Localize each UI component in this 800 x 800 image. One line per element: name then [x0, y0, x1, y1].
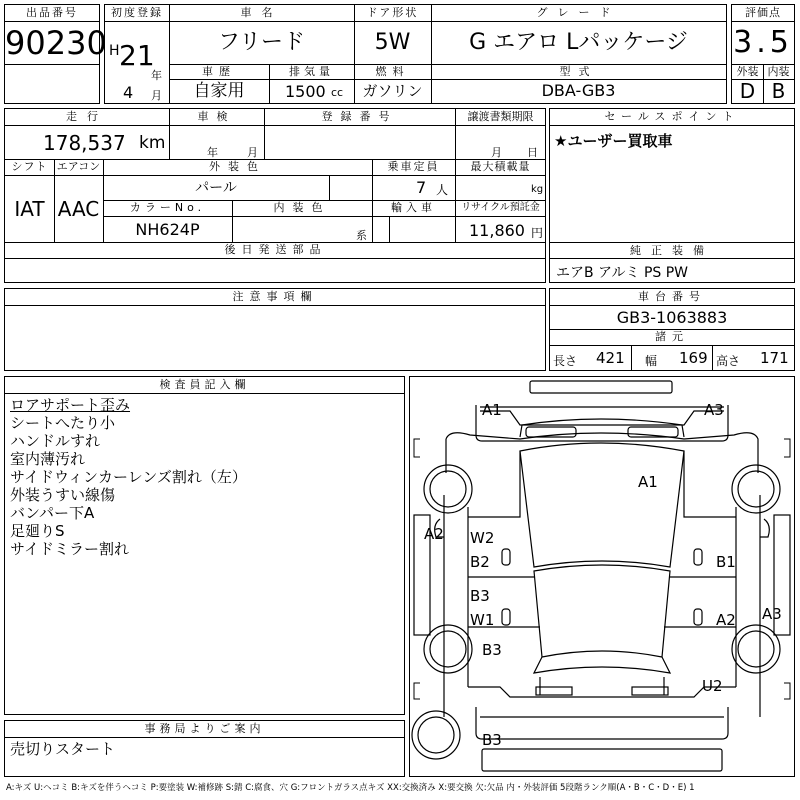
capacity: 7: [416, 178, 427, 197]
recycle-amount: 11,860: [469, 221, 525, 240]
note-line: サイドミラー割れ: [10, 540, 129, 558]
history: 自家用: [169, 79, 270, 104]
ext-grade: D: [731, 79, 764, 104]
lot-number: 90230: [4, 21, 100, 65]
mark-b2: B2: [470, 553, 490, 571]
mark-b3-bottom: B3: [482, 731, 502, 749]
model-label: 型式: [431, 64, 727, 80]
chassis-block: [549, 288, 795, 371]
ext-color: パール: [103, 175, 330, 201]
width-cell: [631, 345, 713, 370]
int-grade: B: [763, 79, 795, 104]
shift: IAT: [5, 175, 55, 243]
length-cell: [550, 345, 632, 370]
mark-a1-roof: A1: [638, 473, 658, 491]
note-line: ハンドルすれ: [10, 432, 101, 450]
shift-label: シフト: [5, 159, 55, 176]
load-cell: [455, 175, 546, 201]
color-blank: [329, 175, 373, 201]
regno-label: 登録番号: [264, 109, 456, 126]
mark-b1: B1: [716, 553, 736, 571]
equipment: エアB アルミ PS PW: [556, 265, 689, 281]
mileage: 178,537: [43, 131, 126, 155]
import-cell-a: [372, 216, 390, 243]
mark-a3-right: A3: [762, 605, 782, 623]
colorno-label: カラーNo.: [103, 200, 233, 217]
grade-label: グレード: [431, 4, 727, 22]
ac-label: エアコン: [54, 159, 104, 176]
month-unit: 月: [151, 89, 162, 102]
load-unit: kg: [531, 184, 544, 195]
capacity-unit: 人: [436, 183, 449, 197]
inspection-label: 車検: [169, 109, 265, 126]
recycle-label: リサイクル預託金: [455, 200, 546, 217]
inspector-label: 検査員記入欄: [5, 377, 404, 394]
chassis-number: GB3-1063883: [550, 305, 794, 330]
insp-month-unit: 月: [247, 146, 258, 159]
top-block: [4, 4, 795, 103]
capacity-label: 乗車定員: [372, 159, 456, 176]
office-text: 売切りスタート: [10, 740, 116, 758]
first-reg-cell: [104, 21, 170, 104]
fuel-label: 燃料: [354, 64, 432, 80]
dims-label: 諸元: [550, 329, 794, 346]
import-label: 輸入車: [372, 200, 456, 217]
ext-label: 外装: [731, 64, 764, 80]
load-label: 最大積載量: [455, 159, 546, 176]
note-line: サイドウィンカーレンズ割れ（左）: [10, 468, 247, 486]
transfer-cell: [455, 125, 546, 160]
note-line: 足廻りS: [10, 522, 65, 540]
note-line: 室内薄汚れ: [10, 450, 86, 468]
length: 421: [596, 349, 625, 367]
vehicle-info-block: [4, 108, 546, 283]
inspector-notes: [10, 396, 247, 558]
mark-u2: U2: [702, 677, 723, 695]
car-name: フリード: [169, 21, 355, 65]
first-reg-label: 初度登録: [104, 4, 170, 22]
mark-a3-top: A3: [704, 401, 724, 419]
car-diagram: [409, 376, 795, 777]
mark-w2: W2: [470, 529, 495, 547]
note-line: シートへたり小: [10, 414, 116, 432]
score-label: 評価点: [731, 4, 795, 22]
capacity-cell: [372, 175, 456, 201]
equip-label: 純正装備: [550, 242, 794, 259]
recycle-cell: [455, 216, 546, 243]
legend: A:キズ U:ヘコミ B:キズを伴うヘコミ P:要塗装 W:補修跡 S:錆 C:腐食、穴 G:フロントガラス点キズ XX:交換済み X:要交換 欠:欠品 内・外装評価 5段階ランク順(A・B・C・D・E) 1: [6, 783, 695, 793]
selling-points-block: [549, 108, 795, 283]
lot-label: 出品番号: [4, 4, 100, 22]
transfer-day-unit: 日: [527, 146, 538, 159]
name-label: 車名: [169, 4, 355, 22]
office-label: 事務局よりご案内: [5, 721, 404, 738]
insp-year-unit: 年: [207, 146, 218, 159]
notes-block: [4, 288, 546, 371]
reg-year: 21: [119, 39, 155, 72]
door-type: 5W: [354, 21, 432, 65]
mileage-cell: [5, 125, 170, 160]
era: H: [109, 43, 120, 59]
later-parts-cell: [5, 258, 546, 282]
import-cell-b: [389, 216, 456, 243]
score: 3.5: [731, 21, 795, 65]
color-number: NH624P: [103, 216, 233, 243]
history-label: 車歴: [169, 64, 270, 80]
regno-cell: [264, 125, 456, 160]
grade: G エアロ Lパッケージ: [431, 21, 727, 65]
color-label: 外装色: [103, 159, 373, 176]
fuel: ガソリン: [354, 79, 432, 104]
mileage-label: 走行: [5, 109, 170, 126]
selling-point: ★ユーザー買取車: [554, 132, 673, 150]
mark-a1-top: A1: [482, 401, 502, 419]
displacement-cell: [269, 79, 355, 104]
year-unit: 年: [151, 69, 162, 82]
width-label: 幅: [645, 354, 658, 368]
lot-blank: [4, 64, 100, 104]
transfer-label: 譲渡書類期限: [455, 109, 546, 126]
transfer-month-unit: 月: [491, 146, 502, 159]
mark-a2-left: A2: [424, 525, 444, 543]
int-label: 内装: [763, 64, 795, 80]
mark-b3-wheel: B3: [482, 641, 502, 659]
displacement-unit: cc: [331, 86, 344, 99]
note-line: バンパー下A: [10, 504, 95, 522]
door-label: ドア形状: [354, 4, 432, 22]
mark-w1: W1: [470, 611, 495, 629]
intcolor-cell: [232, 216, 373, 243]
length-label: 長さ: [553, 354, 578, 368]
height-cell: [712, 345, 794, 370]
intcolor-unit: 系: [356, 229, 367, 242]
later-parts-label: 後日発送部品: [5, 242, 546, 259]
ac: AAC: [54, 175, 104, 243]
width: 169: [679, 349, 708, 367]
mark-a2-right: A2: [716, 611, 736, 629]
office-block: [4, 720, 405, 777]
mark-b3-rear-left: B3: [470, 587, 490, 605]
inspector-block: [4, 376, 405, 715]
disp-label: 排気量: [269, 64, 355, 80]
reg-month: 4: [123, 83, 134, 102]
chassis-label: 車台番号: [550, 289, 794, 306]
mileage-unit: km: [139, 133, 166, 153]
note-line: ロアサポート歪み: [10, 396, 131, 414]
recycle-unit: 円: [531, 226, 544, 240]
car-diagram-svg: [410, 377, 794, 776]
selling-label: セールスポイント: [550, 109, 794, 126]
height-label: 高さ: [716, 354, 741, 368]
inspection-cell: [169, 125, 265, 160]
height: 171: [760, 349, 789, 367]
notes-label: 注意事項欄: [5, 289, 545, 306]
intcolor-label: 内装色: [232, 200, 373, 217]
displacement: 1500: [285, 82, 326, 101]
note-line: 外装うすい線傷: [10, 486, 116, 504]
model-code: DBA-GB3: [431, 79, 727, 104]
